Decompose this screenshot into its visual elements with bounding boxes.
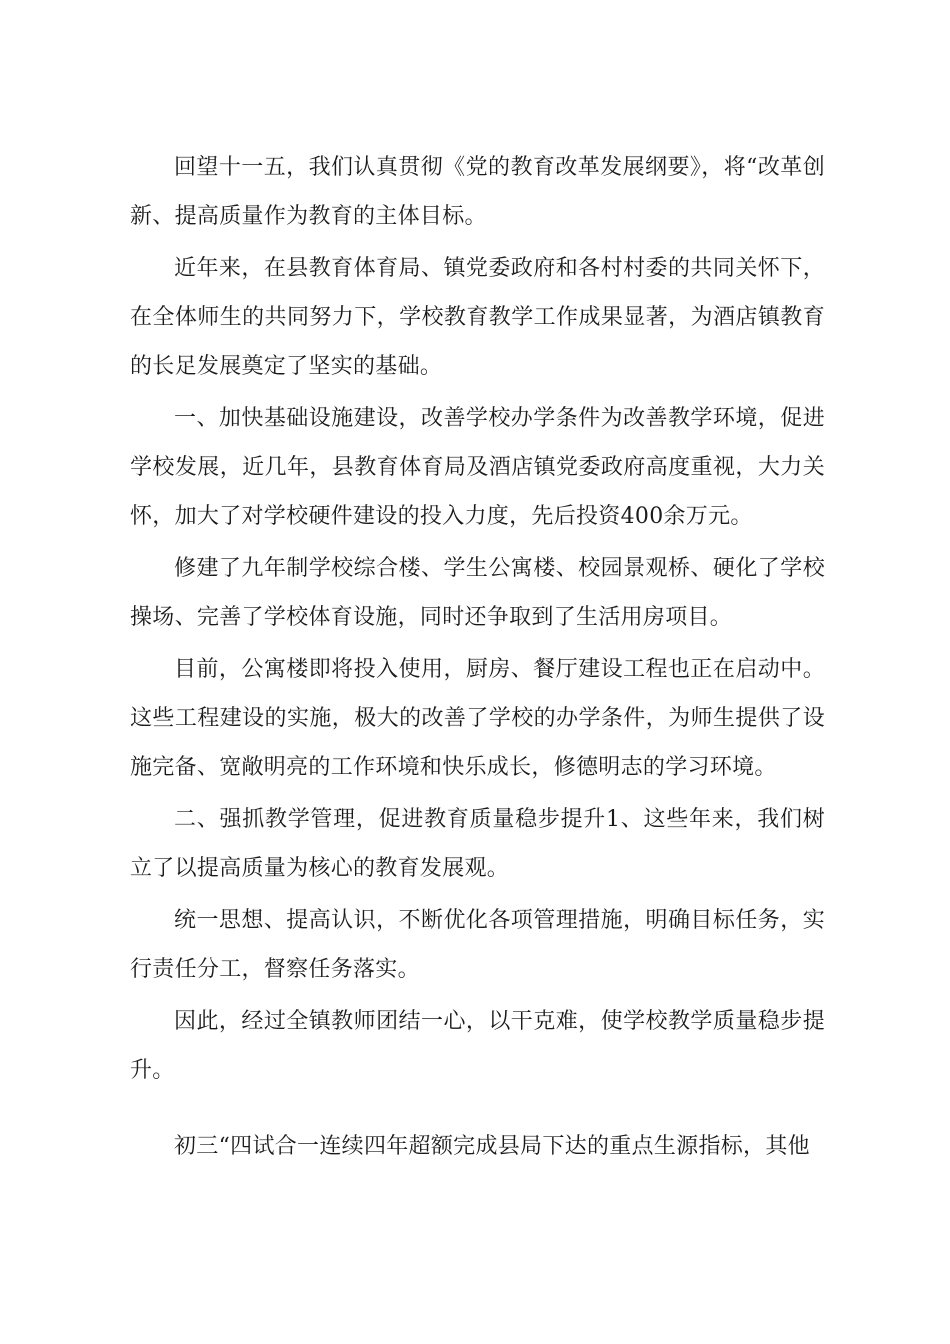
paragraph: 统一思想、提高认识，不断优化各项管理措施，明确目标任务，实行责任分工，督察任务落实。 [130,908,825,982]
paragraph: 近年来，在县教育体育局、镇党委政府和各村村委的共同关怀下，在全体师生的共同努力下，学校教育教学工作成果显著，为酒店镇教育的长足发展奠定了坚实的基础。 [130,256,825,379]
paragraph: 目前，公寓楼即将投入使用，厨房、餐厅建设工程也正在启动中。这些工程建设的实施，极大的改善了学校的办学条件，为师生提供了设施完备、宽敞明亮的工作环境和快乐成长，修德明志的学习环境。 [130,657,825,780]
document-body [130,143,825,1171]
paragraph: 一、加快基础设施建设，改善学校办学条件为改善教学环境，促进学校发展，近几年，县教育体育局及酒店镇党委政府高度重视，大力关怀，加大了对学校硬件建设的投入力度，先后投资400余万元。 [130,406,825,529]
paragraph: 二、强抓教学管理，促进教育质量稳步提升1、这些年来，我们树立了以提高质量为核心的教育发展观。 [130,807,825,881]
paragraph: 初三“四试合一连续四年超额完成县局下达的重点生源指标，其他 [174,1134,810,1159]
paragraph: 修建了九年制学校综合楼、学生公寓楼、校园景观桥、硬化了学校操场、完善了学校体育设施，同时还争取到了生活用房项目。 [130,556,825,630]
paragraph: 回望十一五，我们认真贯彻《党的教育改革发展纲要》，将“改革创新、提高质量作为教育的主体目标。 [130,155,825,229]
paragraph: 因此，经过全镇教师团结一心，以干克难，使学校教学质量稳步提升。 [130,1009,825,1083]
